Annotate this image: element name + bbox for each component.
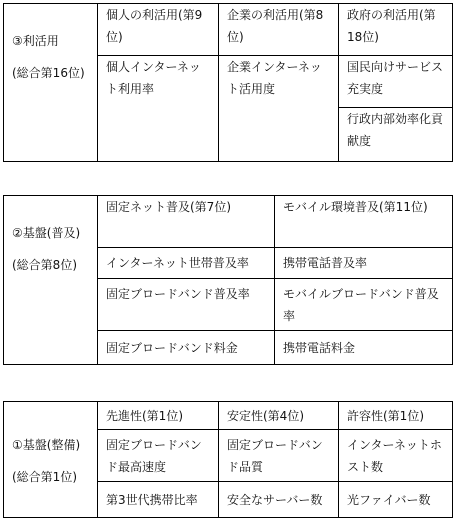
header-cell: 企業の利活用(第8位) xyxy=(219,4,339,56)
item-cell: 安全なサーバー数 xyxy=(219,482,339,518)
item-cell: 光ファイバー数 xyxy=(339,482,453,518)
item-cell: 固定ブロードバンド最高速度 xyxy=(98,430,219,482)
category-cell xyxy=(4,196,98,365)
item-cell: 携帯電話料金 xyxy=(275,331,453,365)
infrastructure-development-table xyxy=(3,401,453,518)
category-label: ①基盤(整備) xyxy=(12,438,81,452)
item-cell: 固定ブロードバンド品質 xyxy=(219,430,339,482)
category-cell xyxy=(4,402,98,518)
item-cell: 行政内部効率化貢献度 xyxy=(339,108,453,162)
category-label: ③利活用 xyxy=(12,34,59,48)
item-cell: 携帯電話普及率 xyxy=(275,248,453,279)
item-cell: モバイルブロードバンド普及率 xyxy=(275,279,453,331)
header-cell: 許容性(第1位) xyxy=(339,402,453,430)
item-cell: インターネット世帯普及率 xyxy=(98,248,275,279)
header-cell: 固定ネット普及(第7位) xyxy=(98,196,275,248)
category-rank: (総合第16位) xyxy=(12,66,85,80)
utilization-table xyxy=(3,3,453,162)
category-rank: (総合第8位) xyxy=(12,258,77,272)
header-cell: 政府の利活用(第18位) xyxy=(339,4,453,56)
item-cell: 個人インターネット利用率 xyxy=(98,56,219,162)
header-cell: 安定性(第4位) xyxy=(219,402,339,430)
header-cell: 先進性(第1位) xyxy=(98,402,219,430)
infrastructure-spread-table xyxy=(3,195,453,365)
item-cell: 第3世代携帯比率 xyxy=(98,482,219,518)
header-cell: モバイル環境普及(第11位) xyxy=(275,196,453,248)
header-cell: 個人の利活用(第9位) xyxy=(98,4,219,56)
category-label: ②基盤(普及) xyxy=(12,226,81,240)
item-cell: インターネットホスト数 xyxy=(339,430,453,482)
item-cell: 企業インターネット活用度 xyxy=(219,56,339,162)
category-cell xyxy=(4,4,98,162)
item-cell: 固定ブロードバンド普及率 xyxy=(98,279,275,331)
item-cell: 固定ブロードバンド料金 xyxy=(98,331,275,365)
item-cell: 国民向けサービス充実度 xyxy=(339,56,453,108)
category-rank: (総合第1位) xyxy=(12,470,77,484)
